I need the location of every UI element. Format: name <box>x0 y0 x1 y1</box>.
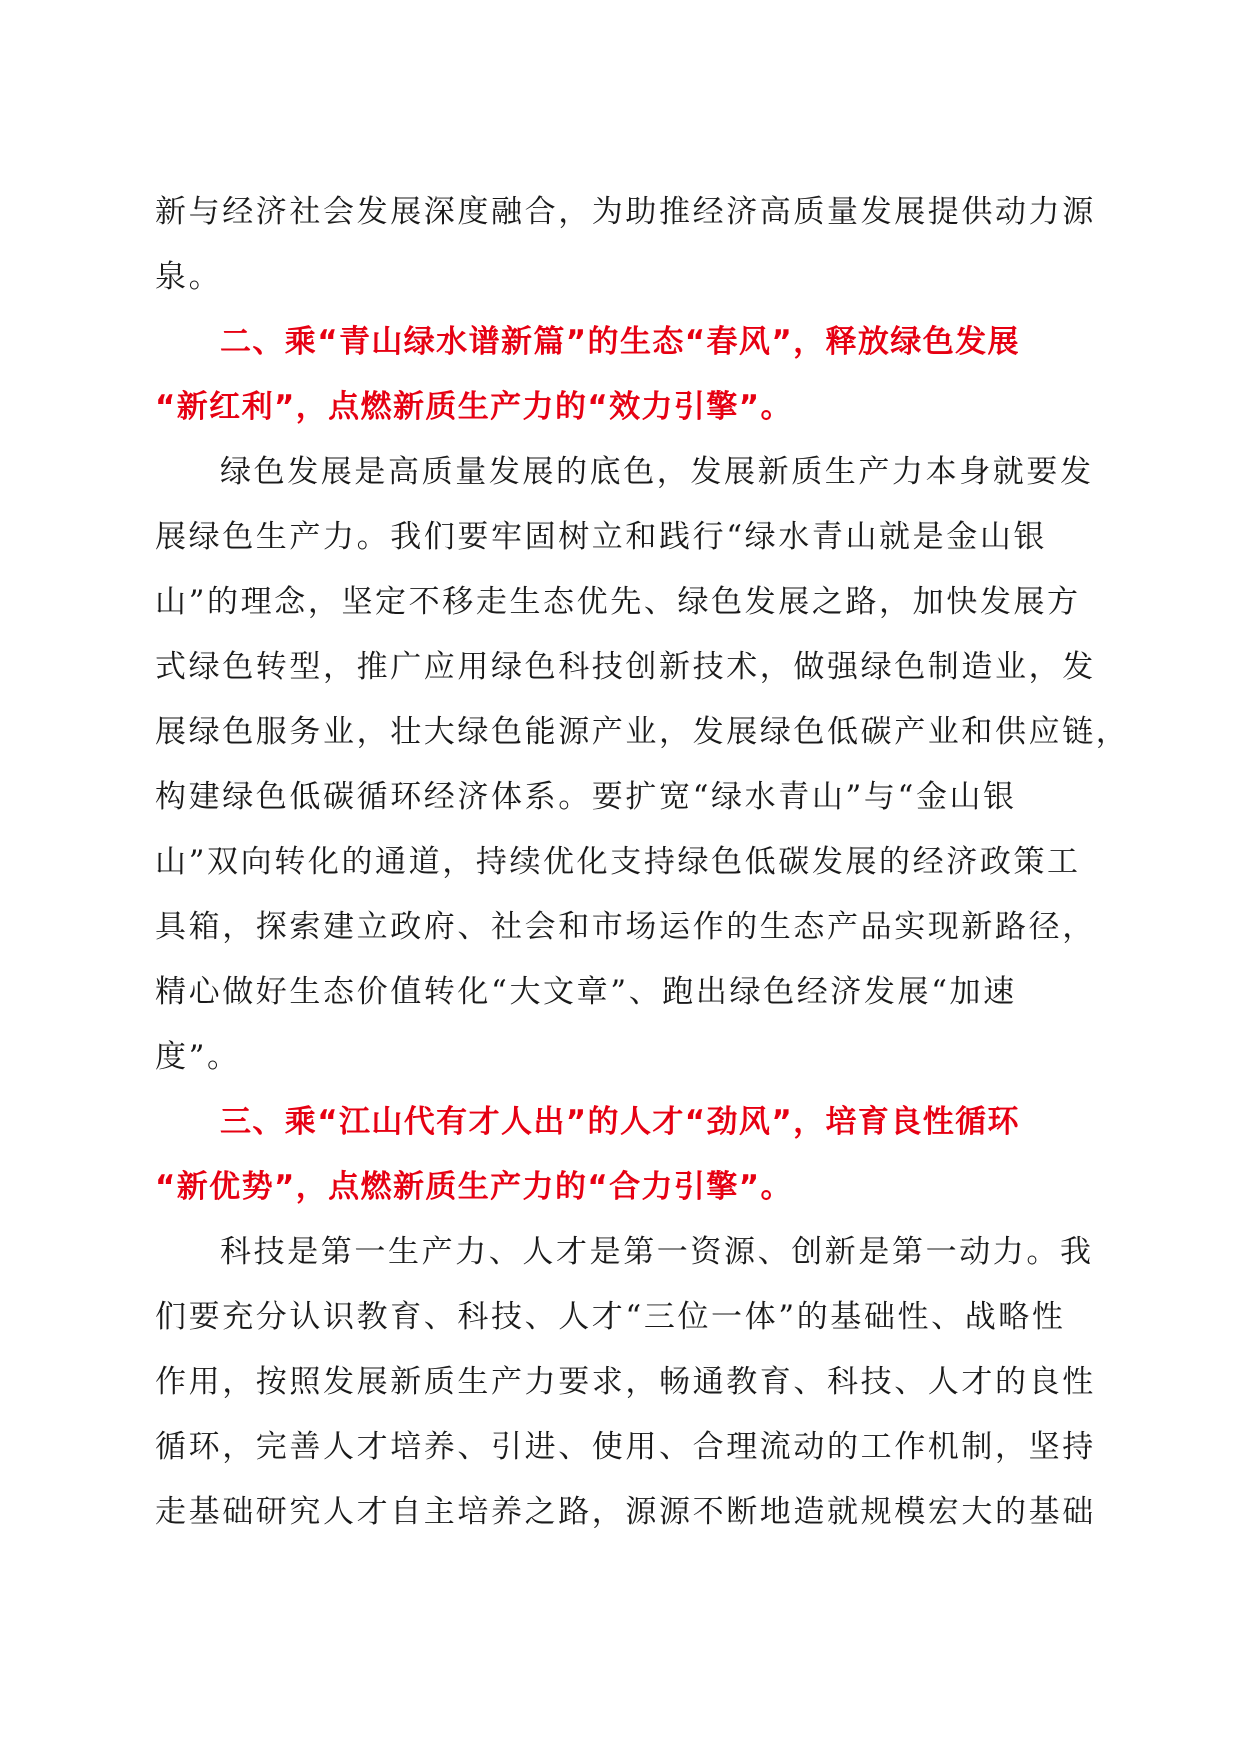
paragraph-line: 展绿色服务业，壮大绿色能源产业，发展绿色低碳产业和供应链， <box>155 714 1130 750</box>
paragraph-line: 循环，完善人才培养、引进、使用、合理流动的工作机制，坚持 <box>155 1429 1096 1465</box>
paragraph-line: 精心做好生态价值转化“大文章”、跑出绿色经济发展“加速 <box>155 974 1017 1010</box>
section-heading-3 <box>155 1090 1085 1220</box>
heading-line: “新优势”，点燃新质生产力的“合力引擎”。 <box>155 1169 793 1205</box>
paragraph-line: 具箱，探索建立政府、社会和市场运作的生态产品实现新路径， <box>155 909 1096 945</box>
paragraph-line: 们要充分认识教育、科技、人才“三位一体”的基础性、战略性 <box>155 1299 1066 1335</box>
paragraph-line: 绿色发展是高质量发展的底色，发展新质生产力本身就要发 <box>220 454 1094 490</box>
paragraph-line: 山”的理念，坚定不移走生态优先、绿色发展之路，加快发展方 <box>155 584 1081 620</box>
paragraph-line: 走基础研究人才自主培养之路，源源不断地造就规模宏大的基础 <box>155 1494 1096 1530</box>
section-heading-2 <box>155 310 1085 440</box>
section-2-paragraph <box>155 440 1130 1090</box>
heading-line: 三、乘“江山代有才人出”的人才“劲风”，培育良性循环 <box>220 1104 1020 1140</box>
paragraph-line: 展绿色生产力。我们要牢固树立和践行“绿水青山就是金山银 <box>155 519 1048 555</box>
paragraph-line: 新与经济社会发展深度融合，为助推经济高质量发展提供动力源 <box>155 194 1096 230</box>
intro-paragraph <box>155 180 1096 310</box>
heading-line: “新红利”，点燃新质生产力的“效力引擎”。 <box>155 389 793 425</box>
paragraph-line: 构建绿色低碳循环经济体系。要扩宽“绿水青山”与“金山银 <box>155 779 1017 815</box>
paragraph-line: 作用，按照发展新质生产力要求，畅通教育、科技、人才的良性 <box>155 1364 1096 1400</box>
paragraph-line: 山”双向转化的通道，持续优化支持绿色低碳发展的经济政策工 <box>155 844 1081 880</box>
paragraph-line: 度”。 <box>155 1039 241 1075</box>
paragraph-line: 泉。 <box>155 259 223 295</box>
paragraph-line: 式绿色转型，推广应用绿色科技创新技术，做强绿色制造业，发 <box>155 649 1096 685</box>
heading-line: 二、乘“青山绿水谱新篇”的生态“春风”，释放绿色发展 <box>220 324 1020 360</box>
section-3-paragraph <box>155 1220 1096 1545</box>
paragraph-line: 科技是第一生产力、人才是第一资源、创新是第一动力。我 <box>220 1234 1094 1270</box>
